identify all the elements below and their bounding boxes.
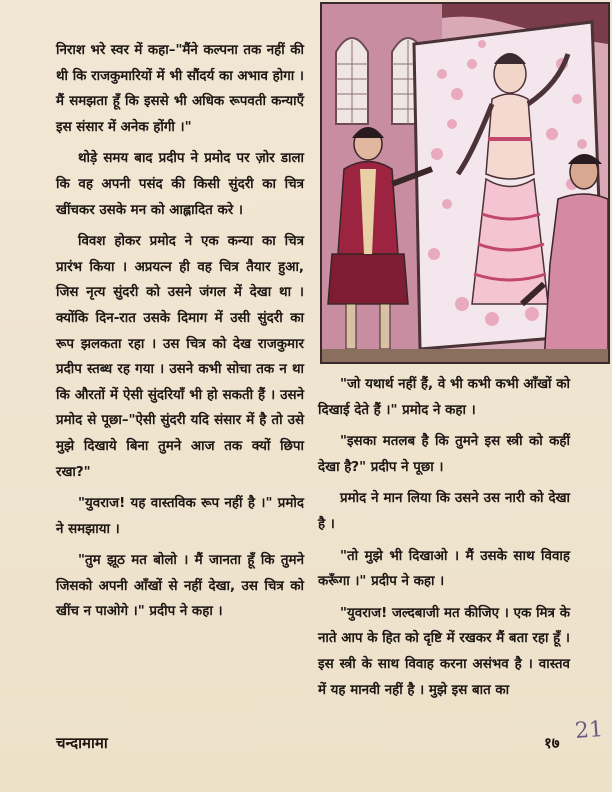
paragraph: "युवराज! जल्दबाजी मत कीजिए । एक मित्र के नाते आप के हित को दृष्टि में रखकर मैं बता रहा हूँ । इस स्त्री के साथ विवाह करना असंभव है । वास्तव में यह मानवी नहीं है । मुझे इस बात का	[318, 605, 570, 698]
paragraph: थोड़े समय बाद प्रदीप ने प्रमोद पर ज़ोर डाला कि वह अपनी पसंद की किसी सुंदरी का चित्र खींचकर उसके मन को आह्लादित करे ।	[56, 151, 304, 218]
handwritten-page-mark: 21	[574, 717, 604, 744]
right-text-column	[318, 372, 570, 709]
paragraph: निराश भरे स्वर में कहा–"मैंने कल्पना तक नहीं की थी कि राजकुमारियों में भी सौंदर्य का अभाव होगा । मैं समझता हूँ कि इससे भी अधिक रूपवती कन्याएँ इस संसार में अनेक होंगी ।"	[56, 43, 304, 135]
paragraph: "जो यथार्थ नहीं हैं, वे भी कभी कभी आँखों को दिखाई देते हैं ।" प्रमोद ने कहा ।	[318, 377, 570, 418]
story-illustration	[320, 2, 610, 364]
paragraph: प्रमोद ने मान लिया कि उसने उस नारी को देखा है ।	[318, 491, 570, 532]
left-text-column	[56, 38, 304, 631]
magazine-name: चन्दामामा	[56, 734, 108, 752]
paragraph: "तुम झूठ मत बोलो । मैं जानता हूँ कि तुमने जिसको अपनी आँखों से नहीं देखा, उस चित्र को खींच न पाओगे ।" प्रदीप ने कहा ।	[56, 553, 304, 620]
paragraph: "इसका मतलब है कि तुमने इस स्त्री को कहीं देखा है?" प्रदीप ने पूछा ।	[318, 434, 570, 475]
illustration-artwork	[322, 4, 608, 362]
paragraph: "युवराज! यह वास्तविक रूप नहीं है ।" प्रमोद ने समझाया ।	[56, 496, 304, 537]
paragraph: "तो मुझे भी दिखाओ । मैं उसके साथ विवाह करूँगा ।" प्रदीप ने कहा ।	[318, 548, 570, 590]
paragraph: विवश होकर प्रमोद ने एक कन्या का चित्र प्रारंभ किया । अप्रयत्न ही वह चित्र तैयार हुआ, जिस नृत्य सुंदरी को उसने जंगल में देखा था । क्योंकि दिन-रात उसके दिमाग में उसी सुंदरी का रूप झलकता रहा । उस चित्र को देख राजकुमार प्रदीप स्तब्ध रह गया । उसने कभी सोचा तक न था कि औरतों में ऐसी सुंदरियाँ भी हो सकती हैं । उसने प्रमोद से पूछा–"ऐसी सुंदरी यदि संसार में है तो उसे मुझे दिखाये बिना तुमने आज तक क्यों छिपा रखा?"	[56, 234, 304, 480]
page-number: १७	[544, 734, 560, 752]
